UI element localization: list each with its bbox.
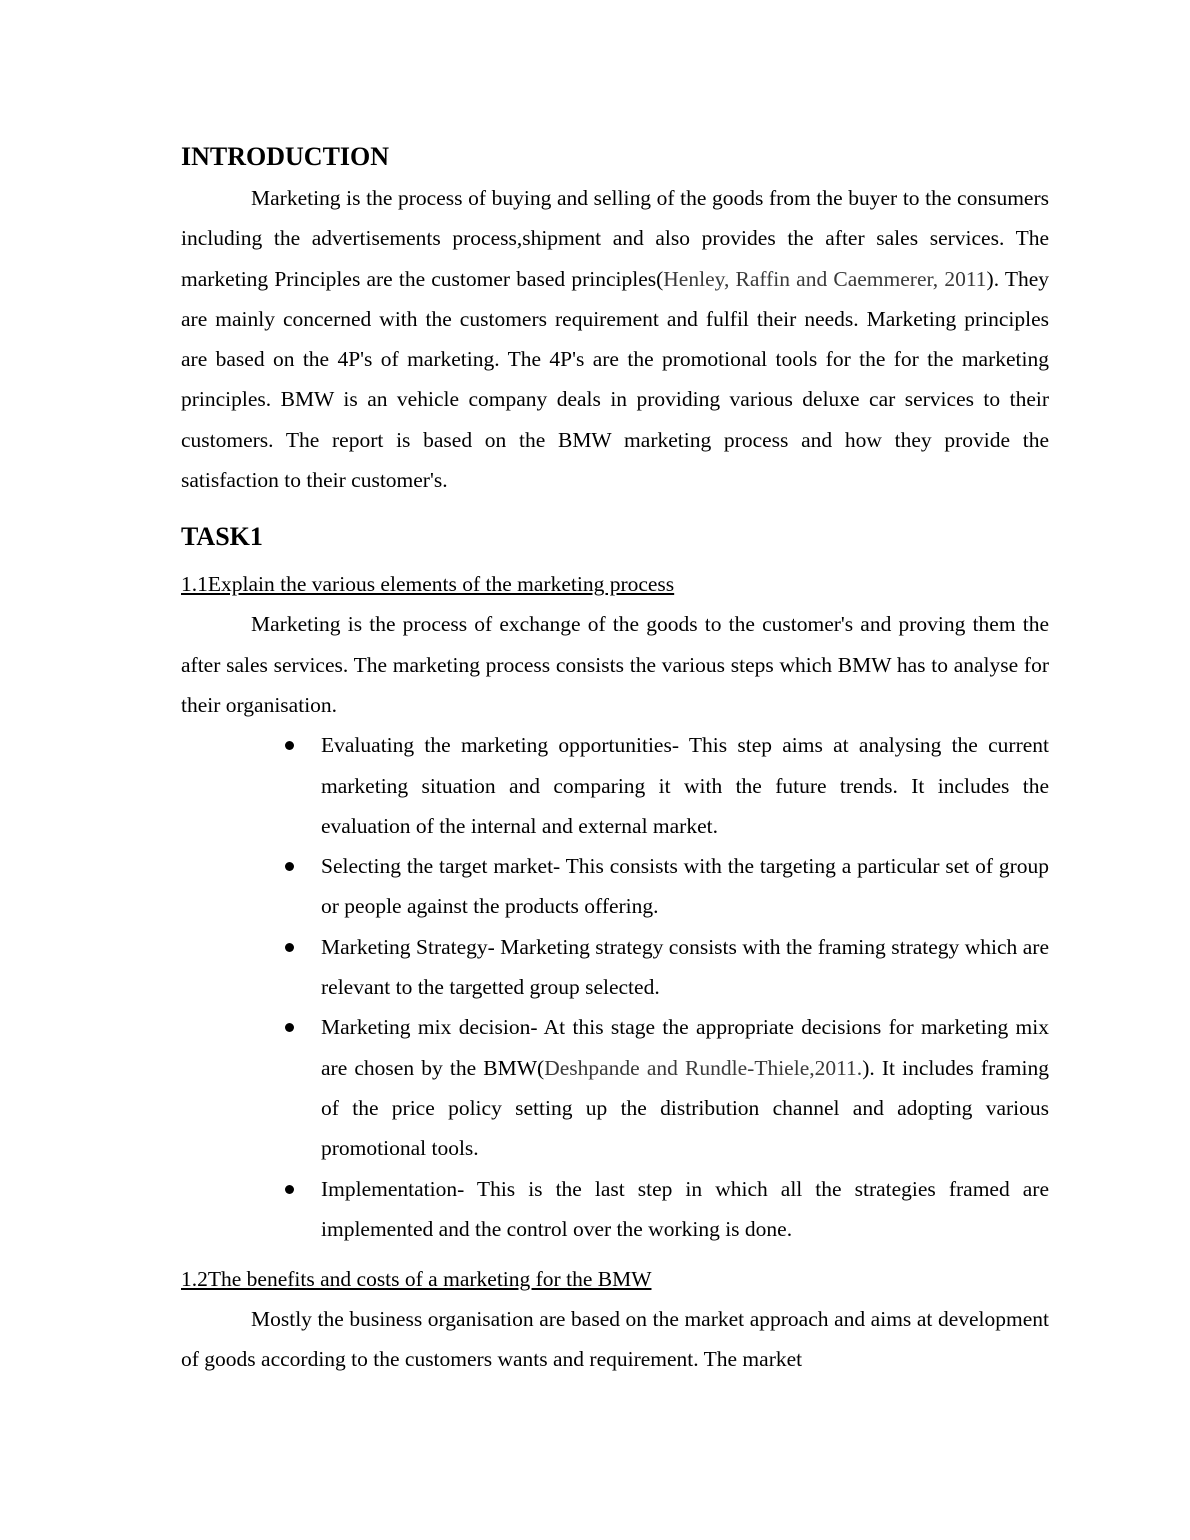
intro-citation: Henley, Raffin and Caemmerer, 2011: [663, 266, 987, 291]
list-item: [321, 1169, 1049, 1250]
task1-heading: TASK1: [181, 522, 263, 552]
list-item-text: Implementation- This is the last step in which all the strategies framed are implemented and the control over the working is done.: [321, 1176, 1049, 1241]
introduction-heading: INTRODUCTION: [181, 142, 390, 171]
bullet4-citation: Deshpande and Rundle-Thiele,2011.: [544, 1055, 863, 1080]
section-1-1-paragraph: Marketing is the process of exchange of the goods to the customer's and proving them the after sales services. The marketing process consists the various steps which BMW has to analyse for their organisation.: [181, 612, 1049, 717]
bullet-icon: [285, 862, 294, 871]
section-1-1-title: 1.1Explain the various elements of the marketing process: [181, 572, 675, 597]
bullet-icon: [285, 1185, 294, 1194]
bullet4-text-part2: ). It includes framing of the price policy setting up the distribution channel and adopting various promotional tools.: [321, 1055, 1049, 1161]
bullet-icon: [285, 1023, 294, 1032]
list-item: [321, 927, 1049, 1008]
bullet-icon: [285, 943, 294, 952]
document-body: [181, 138, 1049, 1380]
section-1-2-title: 1.2The benefits and costs of a marketing for the BMW: [181, 1267, 652, 1292]
intro-text-part1: Marketing is the process of buying and selling of the goods from the buyer to the consumers including the advertisements process,shipment and also provides the after sales services. The marketing Principles are the customer based principles(: [181, 186, 1049, 291]
list-item: [321, 846, 1049, 927]
list-item-text: Marketing Strategy- Marketing strategy consists with the framing strategy which are relevant to the targetted group selected.: [321, 934, 1049, 1000]
list-item: [321, 1007, 1049, 1168]
intro-text-part2: ). They are mainly concerned with the customers requirement and fulfil their needs. Marketing principles are based on the 4P's of marketing. The 4P's are the promotional tools for the for the marketing principles. BMW is an vehicle company deals in providing various deluxe car services to their customers. The report is based on the BMW marketing process and how they provide the satisfaction to their customer's.: [181, 266, 1050, 493]
marketing-process-list: [181, 725, 1049, 1249]
bullet-icon: [285, 741, 294, 750]
introduction-paragraph: [181, 178, 1049, 500]
list-item-text: Evaluating the marketing opportunities- This step aims at analysing the current marketing situation and comparing it with the future trends. It includes the evaluation of the internal and external market.: [321, 733, 1049, 838]
list-item-text: [321, 1007, 1049, 1168]
section-1-2-paragraph: Mostly the business organisation are based on the market approach and aims at development of goods according to the customers wants and requirement. The market: [181, 1307, 1049, 1372]
bullet4-text-part1: Marketing mix decision- At this stage the appropriate decisions for marketing mix are chosen by the BMW(: [321, 1015, 1049, 1080]
list-item-text: Selecting the target market- This consists with the targeting a particular set of group or people against the products offering.: [321, 854, 1049, 919]
list-item: [321, 725, 1049, 846]
